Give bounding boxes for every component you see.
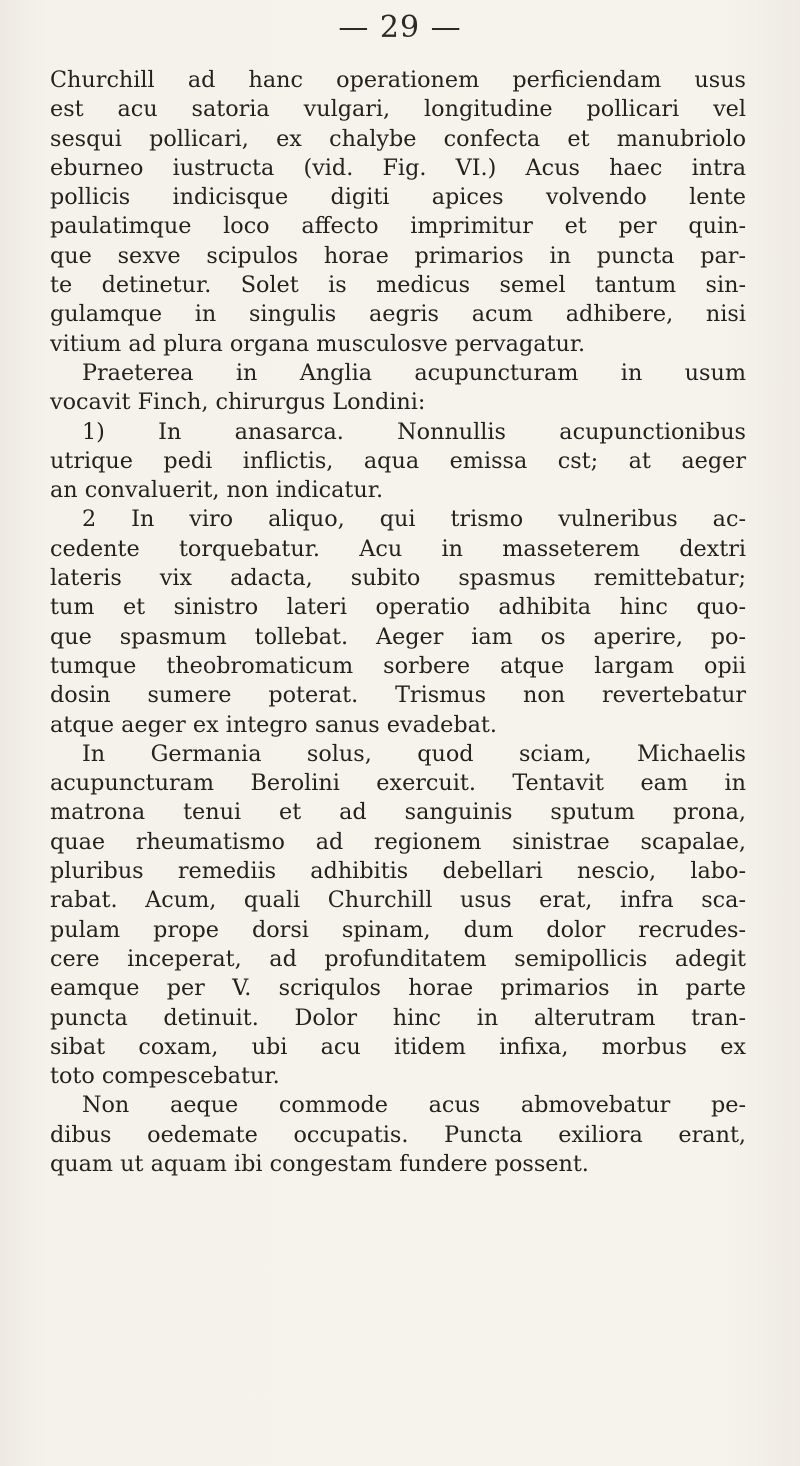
- text-line: pluribus remediis adhibitis debellari nescio, labo-: [50, 858, 746, 885]
- text-line: tumque theobromaticum sorbere atque largam opii: [50, 652, 746, 679]
- page-number: — 29 —: [338, 10, 462, 45]
- text-line: acupuncturam Berolini exercuit. Tentavit eam in: [50, 770, 746, 797]
- text-line: sesqui pollicari, ex chalybe confecta et manubriolo: [50, 125, 746, 152]
- text-line: dibus oedemate occupatis. Puncta exiliora erant,: [50, 1121, 746, 1148]
- text-line: toto compescebatur.: [50, 1063, 280, 1090]
- text-line: vitium ad plura organa musculosve pervagatur.: [50, 330, 586, 357]
- text-line: pollicis indicisque digiti apices volvendo lente: [50, 184, 746, 211]
- text-line: dosin sumere poterat. Trismus non revertebatur: [50, 682, 746, 709]
- text-line: quae rheumatismo ad regionem sinistrae scapalae,: [50, 828, 746, 855]
- text-line: Praeterea in Anglia acupuncturam in usum: [82, 359, 746, 386]
- text-line: puncta detinuit. Dolor hinc in alterutram tran-: [50, 1004, 746, 1031]
- text-line: paulatimque loco affecto imprimitur et per quin-: [50, 213, 746, 240]
- text-line: te detinetur. Solet is medicus semel tantum sin-: [50, 272, 746, 299]
- text-line: lateris vix adacta, subito spasmus remittebatur;: [50, 565, 746, 592]
- text-line: pulam prope dorsi spinam, dum dolor recrudes-: [50, 916, 746, 943]
- text-line: matrona tenui et ad sanguinis sputum prona,: [50, 799, 746, 826]
- text-line: sibat coxam, ubi acu itidem infixa, morbus ex: [50, 1033, 746, 1060]
- text-line: que sexve scipulos horae primarios in puncta par-: [50, 242, 746, 269]
- text-line: cedente torquebatur. Acu in masseterem dextri: [50, 535, 746, 562]
- text-line: tum et sinistro lateri operatio adhibita hinc quo-: [50, 594, 746, 621]
- text-line: 2 In viro aliquo, qui trismo vulneribus ac-: [82, 506, 746, 533]
- text-line: gulamque in singulis aegris acum adhibere, nisi: [50, 301, 746, 328]
- text-line: utrique pedi inflictis, aqua emissa cst; at aeger: [50, 447, 746, 474]
- text-line: quam ut aquam ibi congestam fundere possent.: [50, 1150, 589, 1177]
- text-line: eamque per V. scriqulos horae primarios in parte: [50, 975, 746, 1002]
- body-text: [50, 66, 746, 1179]
- text-line: eburneo iustructa (vid. Fig. VI.) Acus haec intra: [50, 154, 746, 181]
- text-line: rabat. Acum, quali Churchill usus erat, infra sca-: [50, 887, 746, 914]
- text-line: est acu satoria vulgari, longitudine pollicari vel: [50, 96, 746, 123]
- text-line: In Germania solus, quod sciam, Michaelis: [82, 740, 746, 767]
- text-line: an convaluerit, non indicatur.: [50, 477, 384, 504]
- text-line: Non aeque commode acus abmovebatur pe-: [82, 1092, 746, 1119]
- text-line: cere inceperat, ad profunditatem semipollicis adegit: [50, 945, 746, 972]
- text-line: vocavit Finch, chirurgus Londini:: [50, 389, 426, 416]
- text-line: que spasmum tollebat. Aeger iam os aperire, po-: [50, 623, 746, 650]
- text-line: atque aeger ex integro sanus evadebat.: [50, 711, 497, 738]
- text-line: 1) In anasarca. Nonnullis acupunctionibus: [82, 418, 746, 445]
- text-line: Churchill ad hanc operationem perficiendam usus: [50, 67, 746, 93]
